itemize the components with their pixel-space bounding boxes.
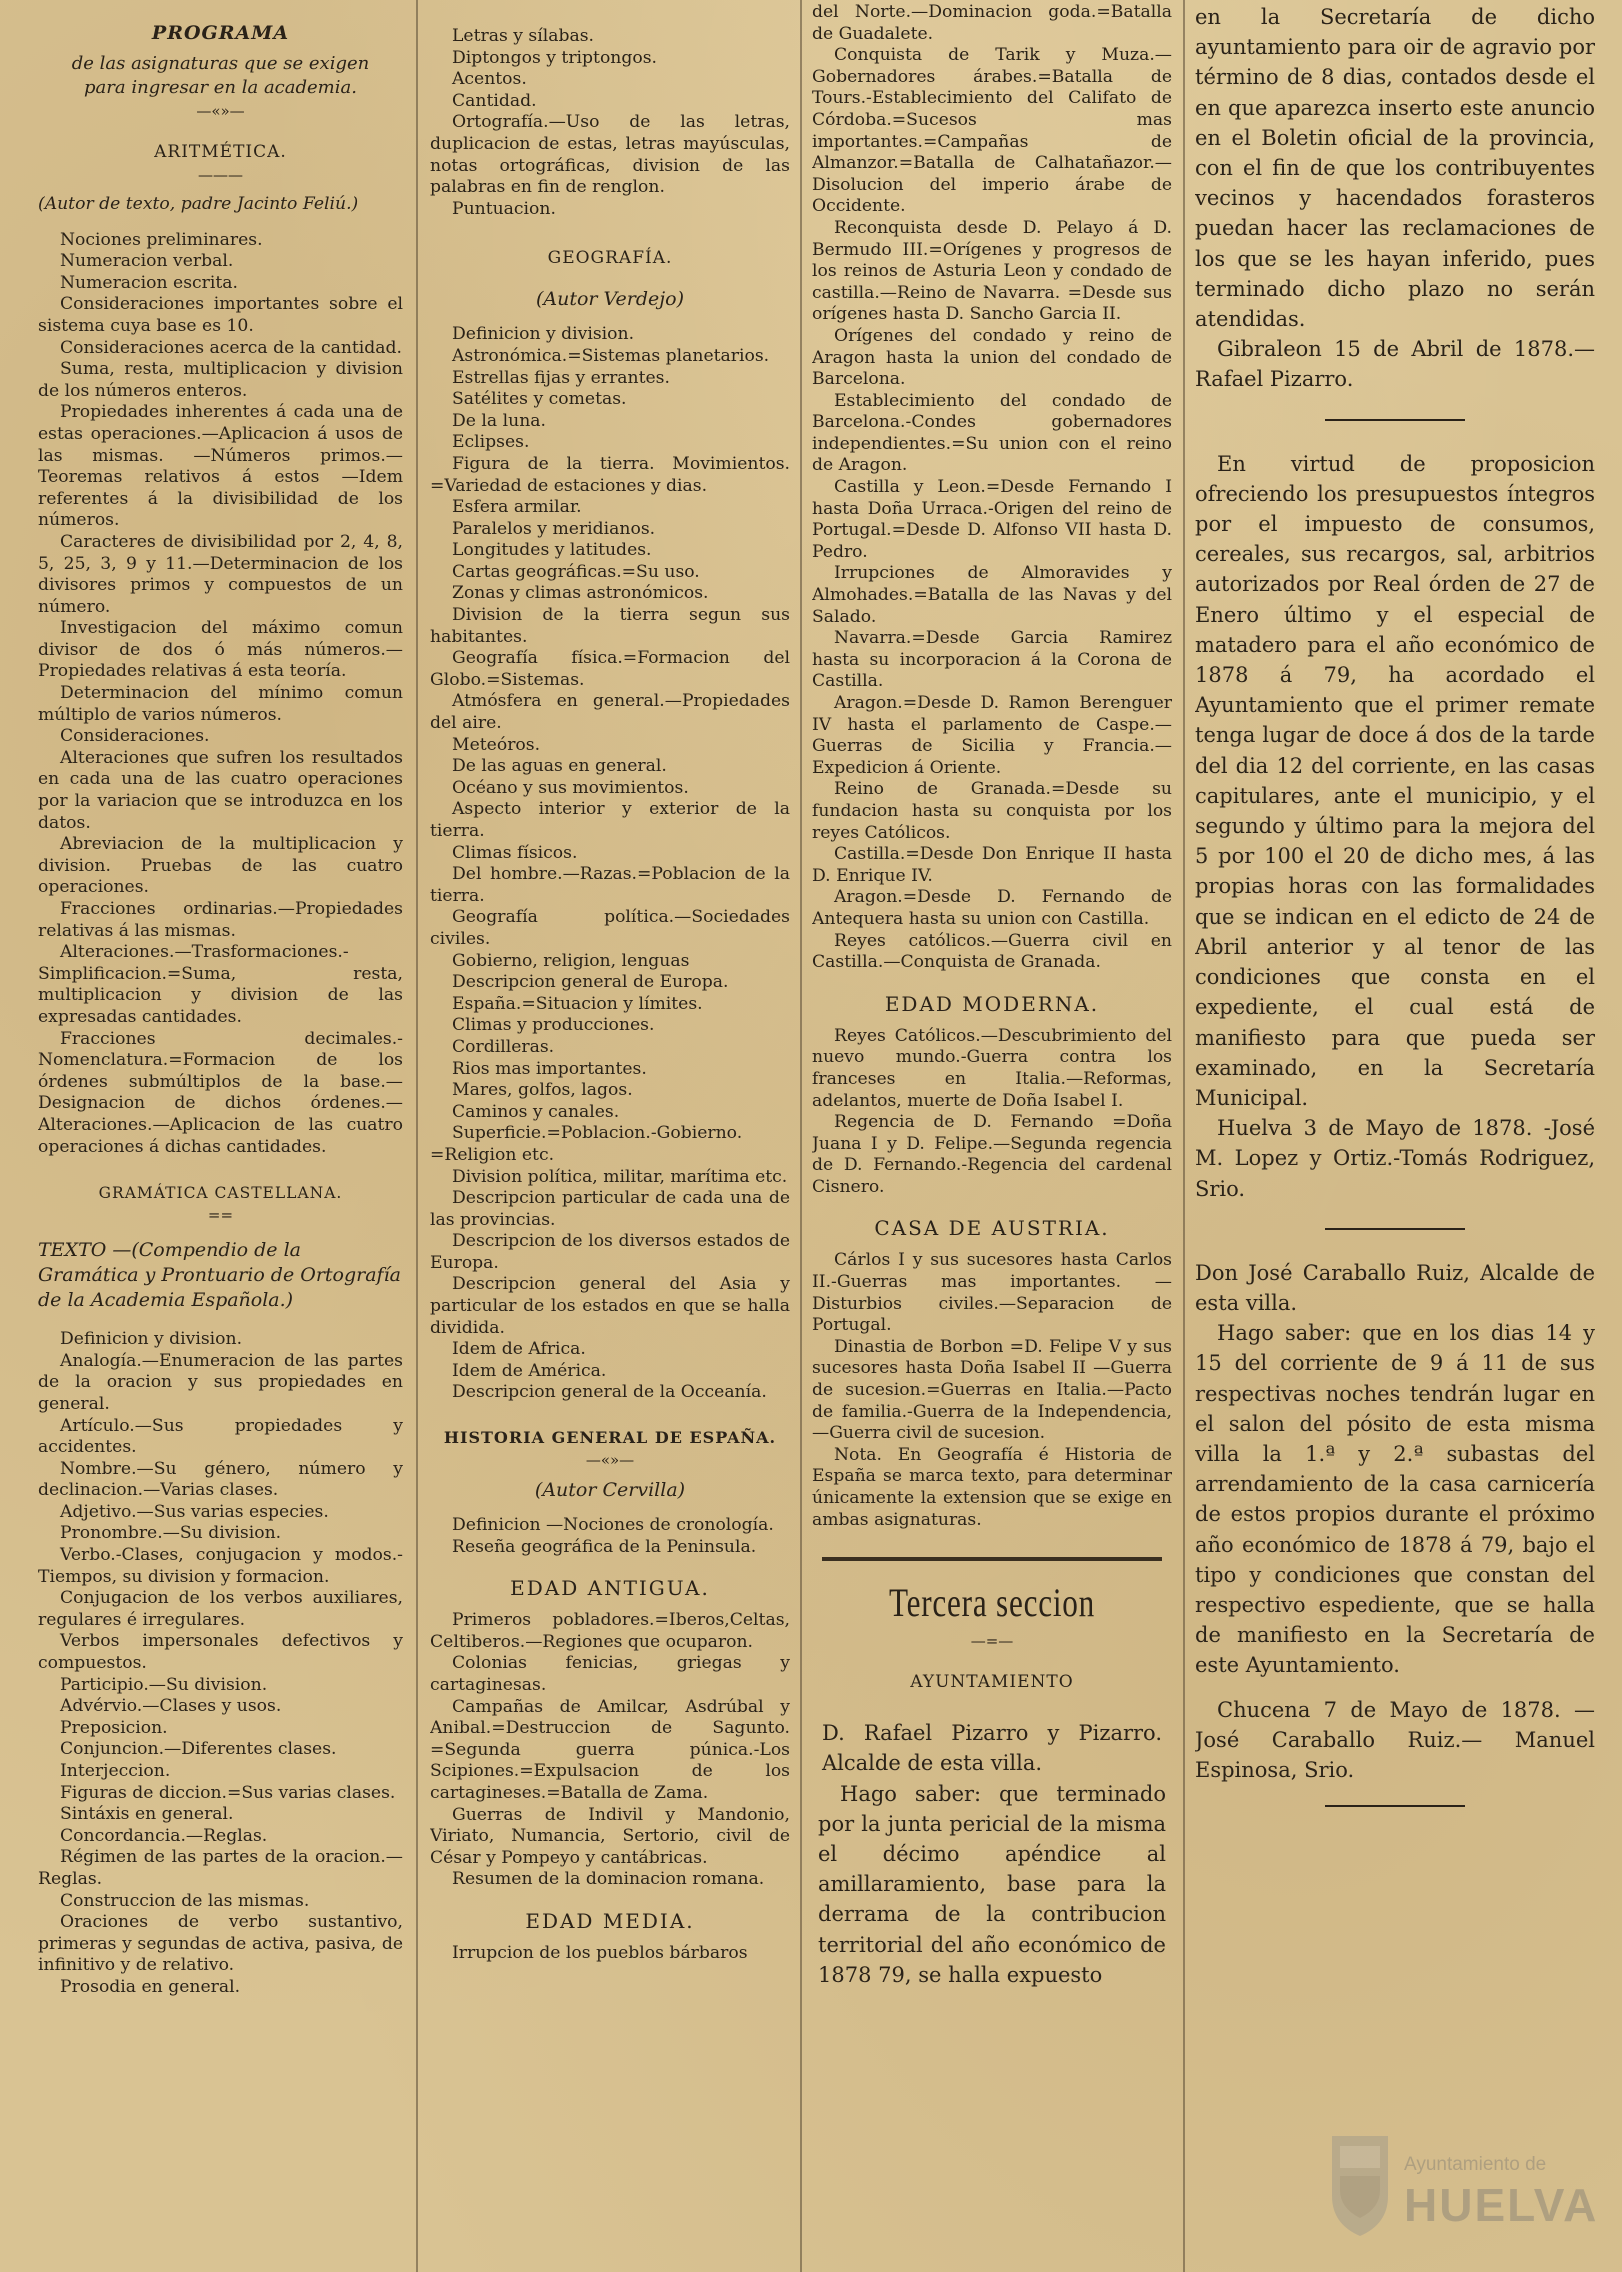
list-item: Meteóros.	[452, 734, 541, 755]
list-item: Conquista de Tarik y Muza.—Gobernadores árabes.=Batalla de Tours.-Establecimiento del Califato de Córdoba.=Sucesos mas importantes.=Campañas de Almanzor.=Batalla de Calhatañazor.—Disolucion del imperio árabe de Occidente.	[812, 45, 1172, 217]
chucena-text: Hago saber: que en los dias 14 y 15 del corriente de 9 á 11 de sus respectivas noches tendrán lugar en el salon del pósito de esta misma villa la 1.ª y 2.ª subastas del arrendamiento de la casa carnicería de estos propios durante el próximo año económico de 1878 á 79, bajo el tipo y condiciones que constan del respectivo espediente, que se halla de manifiesto en la Secretaría de este Ayuntamiento.	[1195, 1321, 1595, 1678]
list-item: Reconquista desde D. Pelayo á D. Bermudo III.=Orígenes y progresos de los reinos de Asturia Leon y condado de castilla.—Reino de Navarra. =Desde sus orígenes hasta D. Sancho Garcia II.	[812, 217, 1172, 325]
aritmetica-list	[38, 230, 403, 1159]
list-item: Figura de la tierra. Movimientos. =Variedad de estaciones y dias.	[430, 453, 790, 496]
list-item: Letras y sílabas.	[452, 26, 595, 46]
list-item: Descripcion de los diversos estados de Europa.	[430, 1231, 790, 1273]
list-item: De las aguas en general.	[452, 756, 667, 777]
ornament: —«»—	[196, 102, 245, 120]
geografia-list	[430, 324, 790, 1404]
list-item: Descripcion general de Europa.	[452, 972, 729, 993]
list-item: Verbo.-Clases, conjugacion y modos.- Tiempos, su division y formacion.	[38, 1545, 403, 1587]
column-2	[430, 0, 790, 2272]
huelva-notice-text: En virtud de proposicion ofreciendo los presupuestos íntegros por el impuesto de consumos, cereales, sus recargos, sal, arbitrios autorizados por Real órden de 27 de Enero último y el especial de matadero para el año económico de 1878 á 79, ha acordado el Ayuntamiento que el primer remate tenga lugar de doce á dos de la tarde del dia 12 del corriente, en las casas capitulares, ante el municipio, y el segundo y último para la mejora del 5 por 100 el 20 de dicho mes, á las propias horas con las formalidades que se indican en el edicto de 24 de Abril anterior y al tenor de las condiciones que consta en el expediente, el cual está de manifiesto para que pueda ser examinado, en la Secretaría Municipal.	[1195, 451, 1595, 1110]
list-item: Gobierno, religion, lenguas	[452, 950, 690, 971]
list-item: Fracciones decimales.-Nomenclatura.=Formacion de los órdenes submúltiplos de la base.—Designacion de dichos órdenes.—Alteraciones.—Aplicacion de las cuatro operaciones á dichas cantidades.	[38, 1028, 403, 1157]
huelva-signature: Huelva 3 de Mayo de 1878. -José M. Lopez y Ortiz.-Tomás Rodriguez, Srio.	[1195, 1116, 1595, 1201]
list-item: Orígenes del condado y reino de Aragon hasta la union del condado de Barcelona.	[812, 325, 1172, 390]
list-item: Esfera armilar.	[452, 497, 582, 518]
list-item: Oraciones de verbo sustantivo, primeras y segundas de activa, pasiva, de infinitivo y de relativo.	[38, 1912, 403, 1976]
list-item: Rios mas importantes.	[452, 1058, 647, 1079]
programa-subtitle-2: para ingresar en la academia.	[84, 77, 357, 98]
list-item: Aragon.=Desde D. Ramon Berenguer IV hasta el parlamento de Caspe.—Guerras de Sicilia y Francia.—Expedicion á Oriente.	[812, 693, 1172, 778]
gramatica-list	[38, 1329, 403, 1998]
list-item: Establecimiento del condado de Barcelona.-Condes gobernadores independientes.=Su union con el reino de Aragon.	[812, 390, 1172, 476]
list-item: Cartas geográficas.=Su uso.	[452, 561, 700, 582]
list-item: Nociones preliminares.	[60, 229, 263, 250]
list-item: Prosodia en general.	[60, 1976, 241, 1997]
column-4	[1195, 0, 1595, 2272]
list-item: Astronómica.=Sistemas planetarios.	[452, 345, 770, 366]
list-item: Descripcion general del Asia y particular de los estados en que se halla dividida.	[430, 1274, 790, 1338]
list-item: Primeros pobladores.=Iberos,Celtas, Celtiberos.—Regiones que ocuparon.	[430, 1610, 790, 1652]
list-item: Reino de Granada.=Desde su fundacion hasta su conquista por los reyes Católicos.	[812, 779, 1172, 843]
list-item: Atmósfera en general.—Propiedades del aire.	[430, 691, 790, 734]
nota: Nota. En Geografía é Historia de España se marca texto, para determinar únicamente la extension que se exige en ambas asignaturas.	[812, 1444, 1172, 1530]
list-item: Puntuacion.	[452, 198, 556, 219]
historia-author: (Autor Cervilla)	[534, 1479, 686, 1502]
list-item: Reyes católicos.—Guerra civil en Castilla.—Conquista de Granada.	[812, 930, 1172, 973]
list-item: Caminos y canales.	[452, 1101, 620, 1122]
list-item: Climas y producciones.	[452, 1015, 655, 1036]
list-item: Definicion y division.	[60, 1329, 243, 1350]
separator	[1325, 1228, 1465, 1230]
list-item: Ortografía.—Uso de las letras, duplicacion de estas, letras mayúsculas, notas ortográficas, division de las palabras en fin de renglon.	[430, 112, 790, 198]
ornament: ==	[207, 1206, 234, 1225]
list-item: Sintáxis en general.	[60, 1804, 234, 1825]
geografia-heading: GEOGRAFÍA.	[547, 248, 673, 269]
list-item: Definicion —Nociones de cronología.	[452, 1515, 774, 1536]
list-item: Guerras de Indivil y Mandonio, Viriato, Numancia, Sertorio, civil de César y Pompeyo y cantábricas.	[430, 1804, 790, 1868]
list-item: Preposicion.	[60, 1717, 168, 1738]
ayuntamiento-huelva-watermark	[1322, 2116, 1602, 2256]
chucena-signature: Chucena 7 de Mayo de 1878. —José Caraballo Ruiz.— Manuel Espinosa, Srio.	[1195, 1697, 1595, 1782]
list-item: Aragon.=Desde D. Fernando de Antequera hasta su union con Castilla.	[812, 887, 1172, 929]
list-item: Navarra.=Desde Garcia Ramirez hasta su incorporacion á la Corona de Castilla.	[812, 628, 1172, 692]
list-item: Interjeccion.	[60, 1761, 171, 1781]
chucena-name: Don José Caraballo Ruiz, Alcalde de esta villa.	[1195, 1260, 1595, 1315]
list-item: Descripcion general de la Occeanía.	[452, 1382, 767, 1403]
list-item: Regencia de D. Fernando =Doña Juana I y D. Felipe.—Segunda regencia de D. Fernando.-Regencia del cardenal Cisnero.	[812, 1112, 1172, 1197]
list-item: España.=Situacion y límites.	[452, 993, 703, 1014]
list-item: Descripcion particular de cada una de las provincias.	[430, 1188, 790, 1230]
list-item: Océano y sus movimientos.	[452, 777, 689, 798]
list-item: Conjuncion.—Diferentes clases.	[60, 1739, 337, 1760]
list-item: Geografía física.=Formacion del Globo.=Sistemas.	[430, 648, 790, 690]
list-item: Numeracion escrita.	[60, 272, 238, 293]
list-item: Construccion de las mismas.	[60, 1890, 310, 1911]
list-item: Consideraciones acerca de la cantidad.	[60, 337, 403, 358]
watermark-line1: Ayuntamiento de	[1404, 2154, 1547, 2175]
list-item: De la luna.	[452, 410, 546, 431]
pizarro-text: Hago saber: que terminado por la junta pericial de la misma el décimo apéndice al amillaramiento, base para la derrama de la contribucion territorial del año económico de 1878 79, se halla expuesto	[818, 1781, 1166, 1987]
list-item: del Norte.—Dominacion goda.=Batalla de Guadalete.	[812, 2, 1172, 44]
list-item: Superficie.=Poblacion.-Gobierno. =Religion etc.	[430, 1123, 743, 1165]
list-item: Climas físicos.	[452, 842, 578, 863]
ornament: ———	[198, 166, 243, 184]
ortografia-list	[430, 26, 790, 220]
list-item: Concordancia.—Reglas.	[60, 1825, 268, 1846]
aritmetica-author: (Autor de texto, padre Jacinto Feliú.)	[38, 194, 359, 214]
geografia-author: (Autor Verdejo)	[535, 288, 685, 311]
list-item: Campañas de Amilcar, Asdrúbal y Anibal.=Destruccion de Sagunto. =Segunda guerra púnica.-Los Scipiones.=Expulsacion de los cartagineses.=Batalla de Zama.	[430, 1696, 790, 1803]
list-item: Alteraciones.—Trasformaciones.-Simplificacion.=Suma, resta, multiplicacion y division de las expresadas cantidades.	[38, 942, 403, 1027]
list-item: Division política, militar, marítima etc.	[452, 1166, 788, 1187]
list-item: Dinastia de Borbon =D. Felipe V y sus sucesores hasta Doña Isabel II —Guerra de sucesion.=Guerras en Italia.—Pacto de familia.-Guerra de la Independencia,—Guerra civil de sucesion.	[812, 1336, 1172, 1444]
edad-antigua-heading: EDAD ANTIGUA.	[510, 1576, 710, 1601]
casa-austria-heading: CASA DE AUSTRIA.	[874, 1216, 1110, 1241]
list-item: Cantidad.	[452, 90, 537, 111]
list-item: Geografía política.—Sociedades civiles.	[430, 907, 790, 949]
list-item: Satélites y cometas.	[452, 389, 627, 410]
aritmetica-heading: ARITMÉTICA.	[154, 142, 287, 162]
list-item: Investigacion del máximo comun divisor de dos ó más números.—Propiedades relativas á esta teoría.	[38, 618, 403, 682]
list-item: Reseña geográfica de la Peninsula.	[452, 1536, 757, 1557]
list-item: Resumen de la dominacion romana.	[452, 1869, 765, 1890]
list-item: Figuras de diccion.=Sus varias clases.	[60, 1782, 396, 1803]
list-item: Régimen de las partes de la oracion.—Reglas.	[38, 1847, 403, 1889]
historia-heading: HISTORIA GENERAL DE ESPAÑA.	[443, 1428, 777, 1448]
list-item: Consideraciones importantes sobre el sistema cuya base es 10.	[38, 294, 403, 336]
list-item: Cordilleras.	[452, 1036, 555, 1057]
list-item: Idem de Africa.	[452, 1339, 586, 1360]
list-item: Pronombre.—Su division.	[60, 1523, 282, 1544]
list-item: Adjetivo.—Sus varias especies.	[60, 1501, 329, 1522]
list-item: Aspecto interior y exterior de la tierra.	[430, 799, 790, 841]
list-item: Paralelos y meridianos.	[452, 518, 656, 539]
section-rule	[822, 1557, 1162, 1561]
programa-subtitle-1: de las asignaturas que se exigen	[71, 53, 370, 74]
list-item: Estrellas fijas y errantes.	[452, 367, 670, 388]
gramatica-heading: GRAMÁTICA CASTELLANA.	[98, 1184, 343, 1203]
ornament: —«»—	[585, 1451, 635, 1470]
list-item: Suma, resta, multiplicacion y division de los números enteros.	[38, 359, 403, 401]
list-item: Acentos.	[452, 69, 527, 90]
list-item: Nombre.—Su género, número y declinacion.—Varias clases.	[38, 1458, 403, 1501]
list-item: Consideraciones.	[60, 726, 210, 747]
separator	[1325, 1805, 1465, 1807]
list-item: Abreviacion de la multiplicacion y division. Pruebas de las cuatro operaciones.	[38, 834, 403, 898]
separator	[1325, 419, 1465, 421]
column-1	[38, 0, 403, 2272]
list-item: Definicion y division.	[452, 324, 635, 345]
list-item: Cárlos I y sus sucesores hasta Carlos II.-Guerras mas importantes. —Disturbios civiles.—Separacion de Portugal.	[812, 1250, 1172, 1336]
list-item: Del hombre.—Razas.=Poblacion de la tierra.	[430, 864, 790, 906]
pizarro-name: D. Rafael Pizarro y Pizarro. Alcalde de esta villa.	[822, 1721, 1162, 1776]
list-item: Artículo.—Sus propiedades y accidentes.	[38, 1415, 403, 1458]
list-item: Analogía.—Enumeracion de las partes de la oracion y sus propiedades en general.	[38, 1350, 403, 1414]
list-item: Irrupciones de Almoravides y Almohades.=Batalla de las Navas y del Salado.	[812, 563, 1172, 627]
ornament: —=—	[970, 1632, 1014, 1651]
list-item: Conjugacion de los verbos auxiliares, regulares é irregulares.	[38, 1588, 403, 1630]
ayuntamiento-heading: AYUNTAMIENTO	[910, 1672, 1074, 1693]
list-item: Irrupcion de los pueblos bárbaros	[452, 1942, 748, 1963]
list-item: Mares, golfos, lagos.	[452, 1080, 633, 1101]
list-item: Reyes Católicos.—Descubrimiento del nuevo mundo.-Guerra contra los franceses en Italia.—Reformas, adelantos, muerte de Doña Isabel I.	[812, 1025, 1172, 1111]
list-item: Division de la tierra segun sus habitantes.	[430, 605, 790, 647]
list-item: Longitudes y latitudes.	[452, 540, 652, 561]
edad-moderna-heading: EDAD MODERNA.	[884, 991, 1100, 1016]
column-3	[812, 0, 1172, 2272]
list-item: Idem de América.	[452, 1360, 607, 1381]
list-item: Alteraciones que sufren los resultados en cada una de las cuatro operaciones por la variacion que se introduzca en los datos.	[38, 747, 403, 833]
list-item: Zonas y climas astronómicos.	[452, 583, 709, 604]
list-item: Advérvio.—Clases y usos.	[60, 1696, 282, 1717]
list-item: Caracteres de divisibilidad por 2, 4, 8, 5, 25, 3, 9 y 11.—Determinacion de los divisores primos y compuestos de un número.	[38, 531, 403, 617]
list-item: Determinacion del mínimo comun múltiplo de varios números.	[38, 683, 403, 725]
list-item: Colonias fenicias, griegas y cartaginesas.	[430, 1653, 790, 1695]
list-item: Propiedades inherentes á cada una de estas operaciones.—Aplicacion á usos de las mismas. —Números primos.—Teoremas relativos á estos —Idem referentes á la divisibilidad de los números.	[38, 402, 403, 531]
pizarro-text-cont: en la Secretaría de dicho ayuntamiento para oir de agravio por término de 8 dias, contados desde el en que aparezca inserto este anuncio en el Boletin oficial de la provincia, con el fin de que los contribuyentes vecinos y hacendados forasteros puedan hacer las reclamaciones de los que se les hayan inferido, pues terminado dicho plazo no serán atendidas.	[1195, 5, 1595, 332]
programa-title: PROGRAMA	[151, 22, 290, 44]
list-item: Castilla.=Desde Don Enrique II hasta D. Enrique IV.	[812, 844, 1172, 886]
list-item: Participio.—Su division.	[60, 1674, 268, 1695]
list-item: Diptongos y triptongos.	[452, 47, 657, 68]
pizarro-signature: Gibraleon 15 de Abril de 1878.—Rafael Pizarro.	[1195, 337, 1595, 392]
list-item: Castilla y Leon.=Desde Fernando I hasta Doña Urraca.-Origen del reino de Portugal.=Desde D. Alfonso VII hasta D. Pedro.	[812, 477, 1172, 562]
gramatica-texto: TEXTO —(Compendio de la Gramática y Prontuario de Ortografía de la Academia Española.)	[38, 1239, 401, 1312]
watermark-line2: HUELVA	[1404, 2179, 1599, 2231]
list-item: Eclipses.	[452, 432, 530, 453]
list-item: Numeracion verbal.	[60, 251, 234, 272]
list-item: Verbos impersonales defectivos y compuestos.	[38, 1631, 403, 1674]
tercera-seccion-title: Tercera seccion	[888, 1580, 1096, 1626]
edad-media-heading: EDAD MEDIA.	[525, 1908, 695, 1933]
historia-medieval-list	[812, 2, 1172, 974]
list-item: Fracciones ordinarias.—Propiedades relativas á las mismas.	[38, 899, 403, 941]
